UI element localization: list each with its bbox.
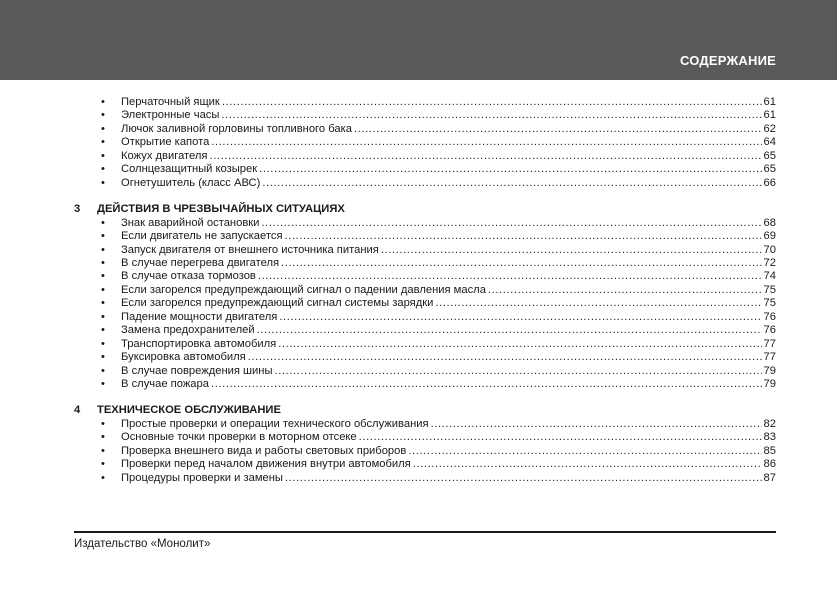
toc-entry-page: 61 xyxy=(763,96,776,108)
toc-entry-label: Замена предохранителей xyxy=(121,324,255,337)
toc-entry-line xyxy=(121,377,776,391)
toc-entry[interactable] xyxy=(0,149,837,163)
toc-entry-label: Если загорелся предупреждающий сигнал системы зарядки xyxy=(121,297,434,310)
bullet-icon: • xyxy=(101,109,105,122)
toc-entry-page: 61 xyxy=(763,109,776,122)
bullet-icon: • xyxy=(101,337,105,350)
toc-entry-label: Кожух двигателя xyxy=(121,149,208,162)
toc-entry-label: Основные точки проверки в моторном отсеке xyxy=(121,431,357,444)
toc-entry-page: 85 xyxy=(763,444,776,457)
bullet-icon: • xyxy=(101,283,105,296)
toc-entry-line xyxy=(121,337,776,351)
toc-entry-line xyxy=(121,364,776,378)
toc-entry[interactable] xyxy=(0,283,837,297)
toc-entry-label: Процедуры проверки и замены xyxy=(121,471,283,484)
dot-leader xyxy=(258,269,762,283)
bullet-icon: • xyxy=(101,351,105,364)
bullet-icon: • xyxy=(101,216,105,229)
toc-entry-line xyxy=(121,256,776,270)
toc-entry[interactable] xyxy=(0,243,837,257)
toc-entry-line xyxy=(121,122,776,136)
toc-entry-page: 76 xyxy=(763,310,776,323)
toc-entry-page: 75 xyxy=(763,297,776,310)
dot-leader xyxy=(248,350,762,364)
bullet-icon: • xyxy=(101,444,105,457)
toc-entry[interactable] xyxy=(0,323,837,337)
toc-entry-label: В случае отказа тормозов xyxy=(121,270,256,283)
toc-entry[interactable] xyxy=(0,417,837,431)
toc-entry-page: 87 xyxy=(763,471,776,484)
toc-entry-line xyxy=(121,243,776,257)
dot-leader xyxy=(354,122,762,136)
section-heading xyxy=(0,202,837,216)
toc-entry-line xyxy=(121,417,776,431)
toc-entry-line xyxy=(121,457,776,471)
toc-entry[interactable] xyxy=(0,135,837,149)
dot-leader xyxy=(435,296,761,310)
toc-entry-label: Простые проверки и операции технического обслуживания xyxy=(121,417,429,430)
bullet-icon: • xyxy=(101,324,105,337)
toc-entry[interactable] xyxy=(0,229,837,243)
toc-entry-line xyxy=(121,444,776,458)
toc-entry-line xyxy=(121,216,776,230)
footer-divider xyxy=(74,531,776,533)
bullet-icon: • xyxy=(101,96,105,108)
dot-leader xyxy=(259,162,761,176)
toc-entry-label: Открытие капота xyxy=(121,136,210,149)
toc-entry[interactable] xyxy=(0,471,837,485)
toc-entry-line xyxy=(121,296,776,310)
toc-entry-label: Буксировка автомобиля xyxy=(121,351,246,364)
toc-entry-page: 64 xyxy=(763,136,776,149)
toc-entry-label: Падение мощности двигателя xyxy=(121,310,278,323)
toc-entry-label: Проверки перед началом движения внутри автомобиля xyxy=(121,458,411,471)
toc-entry-page: 66 xyxy=(763,176,776,189)
toc-entry-label: В случае повреждения шины xyxy=(121,364,273,377)
toc-entry-line xyxy=(121,176,776,190)
toc-entry[interactable] xyxy=(0,269,837,283)
toc-entry-page: 69 xyxy=(763,230,776,243)
bullet-icon: • xyxy=(101,417,105,430)
toc-entry-label: Солнцезащитный козырек xyxy=(121,163,258,176)
toc-entry[interactable] xyxy=(0,296,837,310)
bullet-icon: • xyxy=(101,310,105,323)
bullet-icon: • xyxy=(101,270,105,283)
toc-entry-label: Перчаточный ящик xyxy=(121,96,220,108)
toc-entry[interactable] xyxy=(0,457,837,471)
toc-entry-label: Если загорелся предупреждающий сигнал о падении давления масла xyxy=(121,283,486,296)
toc-entry-page: 79 xyxy=(763,378,776,390)
footer-publisher: Издательство «Монолит» xyxy=(74,538,211,550)
toc-entry-page: 83 xyxy=(763,431,776,444)
toc-entry-line xyxy=(121,283,776,297)
toc-entry-page: 77 xyxy=(763,351,776,364)
toc-entry[interactable] xyxy=(0,108,837,122)
toc-entry[interactable] xyxy=(0,430,837,444)
toc-entry-line xyxy=(121,269,776,283)
toc-entry-page: 74 xyxy=(763,270,776,283)
bullet-icon: • xyxy=(101,378,105,390)
bullet-icon: • xyxy=(101,364,105,377)
toc-entry[interactable] xyxy=(0,216,837,230)
dot-leader xyxy=(211,377,762,391)
toc-entry-page: 77 xyxy=(763,337,776,350)
bullet-icon: • xyxy=(101,256,105,269)
toc-entry-line xyxy=(121,229,776,243)
toc-entry-line xyxy=(121,323,776,337)
bullet-icon: • xyxy=(101,458,105,471)
toc-entry-label: Запуск двигателя от внешнего источника питания xyxy=(121,243,379,256)
dot-leader xyxy=(278,337,761,351)
dot-leader xyxy=(209,149,761,163)
bullet-icon: • xyxy=(101,122,105,135)
toc-entry-line xyxy=(121,135,776,149)
toc-entry-label: Проверка внешнего вида и работы световых приборов xyxy=(121,444,407,457)
toc-entry-page: 76 xyxy=(763,324,776,337)
toc-entry-label: В случае перегрева двигателя xyxy=(121,256,280,269)
toc-entry-page: 68 xyxy=(763,216,776,229)
dot-leader xyxy=(408,444,761,458)
toc-entry-page: 75 xyxy=(763,283,776,296)
toc-entry-page: 82 xyxy=(763,417,776,430)
dot-leader xyxy=(285,229,762,243)
toc-entry-page: 62 xyxy=(763,122,776,135)
toc-entry-line xyxy=(121,162,776,176)
toc-entry[interactable] xyxy=(0,95,837,109)
bullet-icon: • xyxy=(101,243,105,256)
toc-entry-line xyxy=(121,350,776,364)
toc-entry-line xyxy=(121,149,776,163)
toc-entry-line xyxy=(121,95,776,109)
toc-entry-line xyxy=(121,430,776,444)
toc-entry[interactable] xyxy=(0,176,837,190)
bullet-icon: • xyxy=(101,431,105,444)
header-title: СОДЕРЖАНИЕ xyxy=(680,53,776,68)
toc-entry-label: Знак аварийной остановки xyxy=(121,216,260,229)
dot-leader xyxy=(274,364,761,378)
toc-entry-label: В случае пожара xyxy=(121,378,209,390)
bullet-icon: • xyxy=(101,136,105,149)
dot-leader xyxy=(279,310,761,324)
bullet-icon: • xyxy=(101,230,105,243)
toc-entry-page: 72 xyxy=(763,256,776,269)
toc-entry-page: 79 xyxy=(763,364,776,377)
bullet-icon: • xyxy=(101,149,105,162)
section-heading xyxy=(0,403,837,417)
dot-leader xyxy=(221,108,761,122)
dot-leader xyxy=(257,323,762,337)
toc-entry[interactable] xyxy=(0,377,837,391)
section-number: 4 xyxy=(74,404,81,417)
dot-leader xyxy=(285,471,762,485)
dot-leader xyxy=(262,176,761,190)
toc-entry[interactable] xyxy=(0,256,837,270)
toc-entry[interactable] xyxy=(0,337,837,351)
toc-entry-page: 65 xyxy=(763,163,776,176)
toc-entry-page: 70 xyxy=(763,243,776,256)
dot-leader xyxy=(222,95,762,109)
dot-leader xyxy=(488,283,762,297)
bullet-icon: • xyxy=(101,176,105,189)
toc-entry-label: Электронные часы xyxy=(121,109,220,122)
toc-entry-line xyxy=(121,310,776,324)
dot-leader xyxy=(261,216,761,230)
toc-entry-label: Транспортировка автомобиля xyxy=(121,337,277,350)
dot-leader xyxy=(211,135,761,149)
toc-entry-label: Лючок заливной горловины топливного бака xyxy=(121,122,352,135)
toc-entry[interactable] xyxy=(0,364,837,378)
section-number: 3 xyxy=(74,203,81,216)
toc-entry-line xyxy=(121,471,776,485)
toc-entry-page: 86 xyxy=(763,458,776,471)
bullet-icon: • xyxy=(101,297,105,310)
dot-leader xyxy=(381,243,762,257)
bullet-icon: • xyxy=(101,471,105,484)
dot-leader xyxy=(413,457,762,471)
bullet-icon: • xyxy=(101,163,105,176)
toc-entry[interactable] xyxy=(0,350,837,364)
toc-entry-line xyxy=(121,108,776,122)
toc-entry-label: Если двигатель не запускается xyxy=(121,230,283,243)
section-title: ДЕЙСТВИЯ В ЧРЕЗВЫЧАЙНЫХ СИТУАЦИЯХ xyxy=(97,203,345,216)
section-title: ТЕХНИЧЕСКОЕ ОБСЛУЖИВАНИЕ xyxy=(97,404,281,417)
dot-leader xyxy=(431,417,762,431)
toc-entry-page: 65 xyxy=(763,149,776,162)
toc-entry[interactable] xyxy=(0,310,837,324)
dot-leader xyxy=(281,256,762,270)
toc-entry[interactable] xyxy=(0,444,837,458)
dot-leader xyxy=(359,430,762,444)
toc-entry[interactable] xyxy=(0,162,837,176)
toc-entry-label: Огнетушитель (класс АВС) xyxy=(121,176,261,189)
toc-entry[interactable] xyxy=(0,122,837,136)
page-header xyxy=(0,0,837,80)
